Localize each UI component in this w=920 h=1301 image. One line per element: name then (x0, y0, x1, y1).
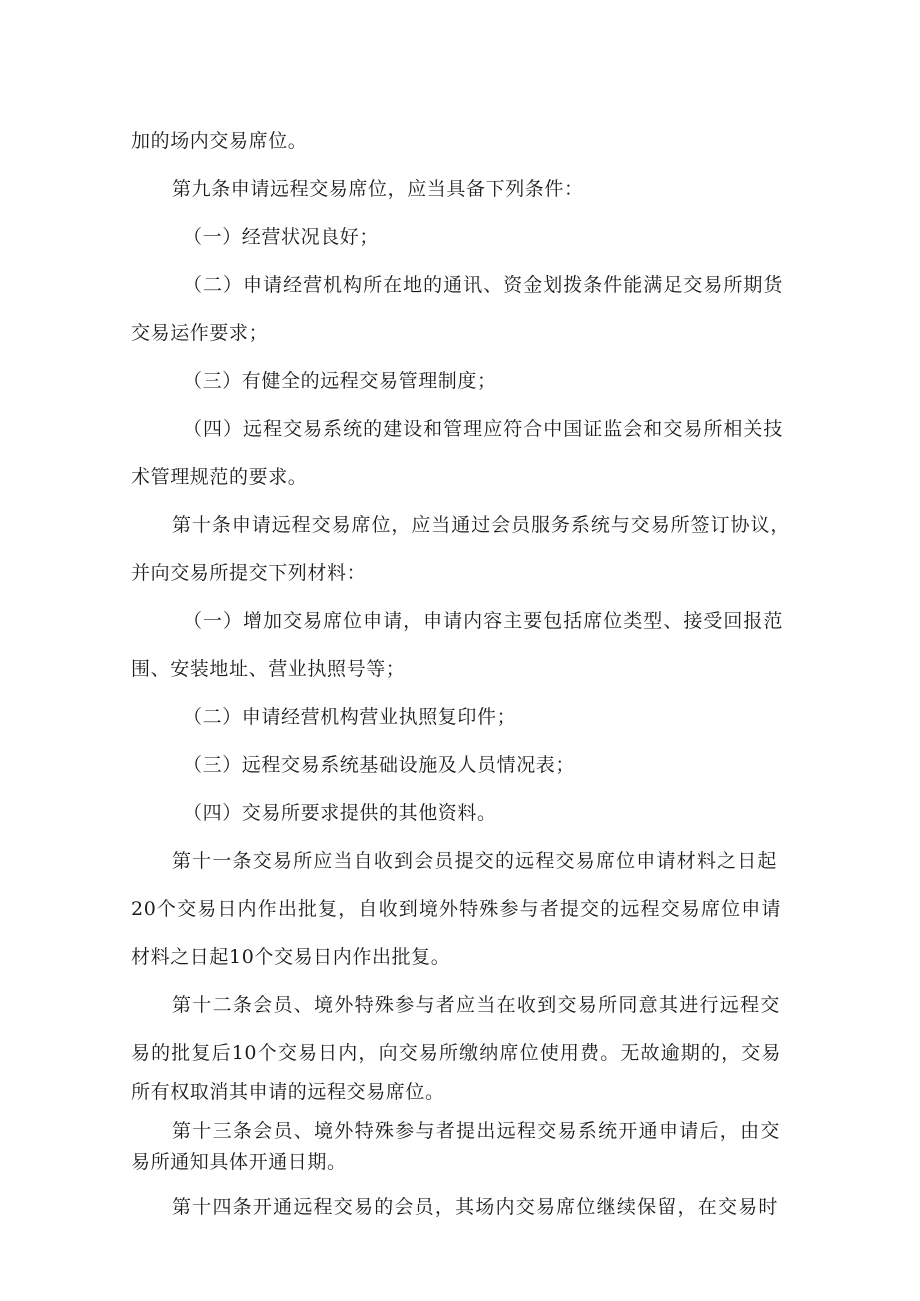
list-item-continuation: 围、安装地址、营业执照号等； (131, 658, 406, 680)
list-item: （四）交易所要求提供的其他资料。 (183, 802, 497, 824)
article-11-heading: 第十一条交易所应当自收到会员提交的远程交易席位申请材料之日起 (172, 850, 777, 872)
article-12-heading: 第十二条会员、境外特殊参与者应当在收到交易所同意其进行远程交 (172, 994, 780, 1016)
article-9-heading: 第九条申请远程交易席位，应当具备下列条件： (172, 178, 584, 200)
paragraph-line: 加的场内交易席位。 (131, 130, 308, 152)
list-item: （三）有健全的远程交易管理制度； (183, 370, 497, 392)
paragraph-line: 材料之日起10个交易日内作出批复。 (131, 946, 451, 968)
paragraph-line: 并向交易所提交下列材料： (131, 562, 367, 584)
list-item: （四）远程交易系统的建设和管理应符合中国证监会和交易所相关技 (183, 418, 783, 440)
article-13-heading: 第十三条会员、境外特殊参与者提出远程交易系统开通申请后，由交 (172, 1120, 780, 1142)
paragraph-line: 20个交易日内作出批复，自收到境外特殊参与者提交的远程交易席位申请 (131, 898, 781, 920)
paragraph-line: 所有权取消其申请的远程交易席位。 (131, 1081, 445, 1103)
article-14-heading: 第十四条开通远程交易的会员，其场内交易席位继续保留，在交易时 (172, 1196, 778, 1218)
paragraph-line: 易的批复后10个交易日内，向交易所缴纳席位使用费。无故逾期的，交易 (131, 1042, 781, 1064)
list-item-continuation: 交易运作要求； (131, 322, 269, 344)
list-item: （一）经营状况良好； (183, 226, 380, 248)
list-item-continuation: 术管理规范的要求。 (131, 466, 308, 488)
article-10-heading: 第十条申请远程交易席位，应当通过会员服务系统与交易所签订协议， (172, 514, 790, 536)
list-item: （二）申请经营机构营业执照复印件； (183, 706, 517, 728)
list-item: （三）远程交易系统基础设施及人员情况表； (183, 754, 576, 776)
paragraph-line: 易所通知具体开通日期。 (131, 1151, 347, 1173)
list-item: （一）增加交易席位申请，申请内容主要包括席位类型、接受回报范 (183, 610, 783, 632)
list-item: （二）申请经营机构所在地的通讯、资金划拨条件能满足交易所期货 (183, 274, 783, 296)
